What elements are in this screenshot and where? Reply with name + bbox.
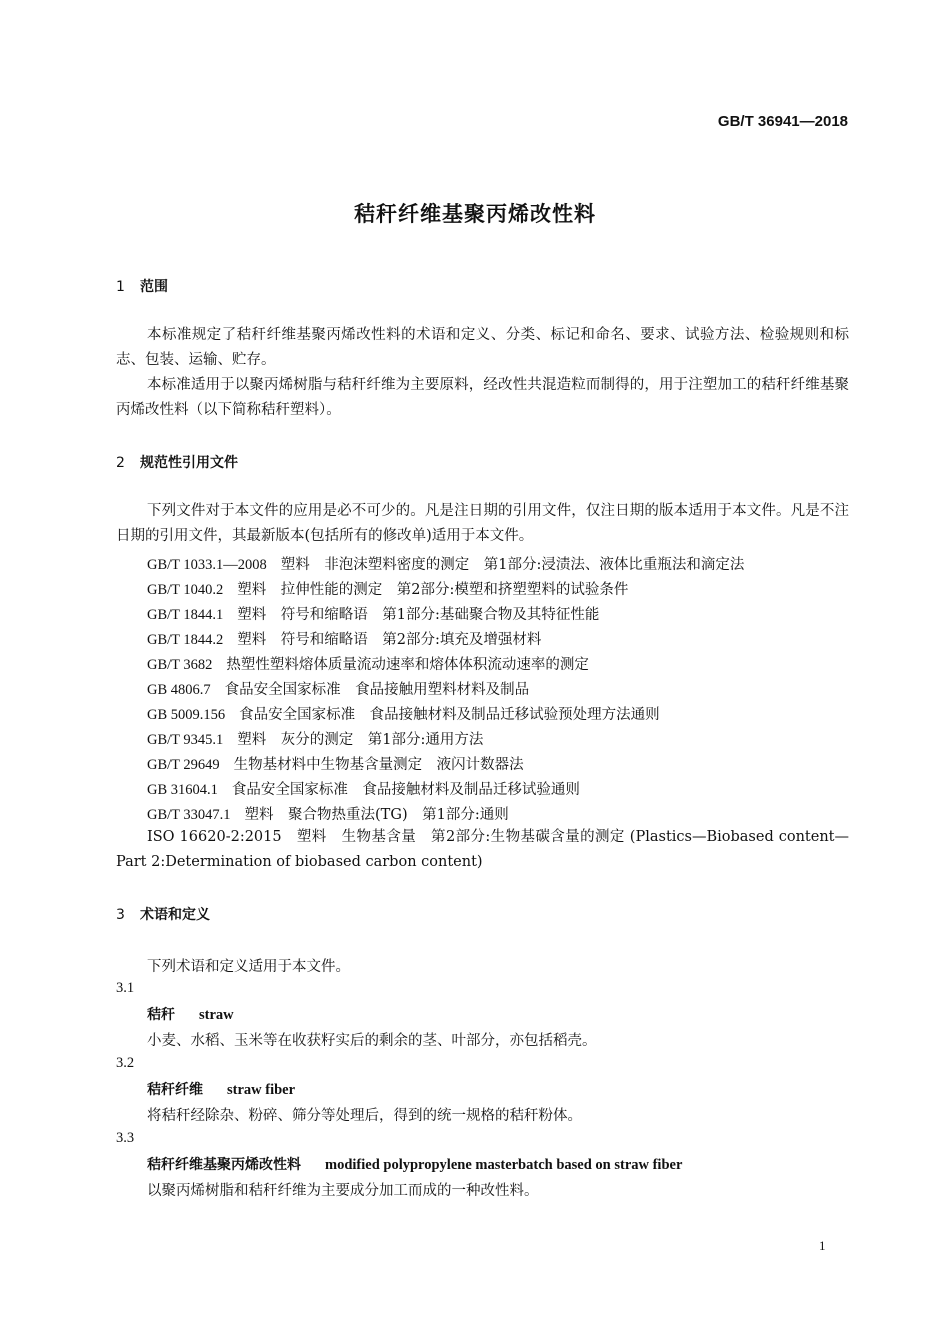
reference-item bbox=[147, 553, 744, 574]
term-en: straw bbox=[199, 1007, 234, 1023]
section-number: 3 bbox=[116, 907, 125, 923]
term-definition: 以聚丙烯树脂和秸秆纤维为主要成分加工而成的一种改性料。 bbox=[147, 1183, 539, 1199]
reference-title: 食品安全国家标准 食品接触材料及制品迁移试验通则 bbox=[231, 782, 580, 798]
term-name bbox=[147, 1004, 234, 1024]
reference-item bbox=[147, 628, 541, 649]
reference-item bbox=[147, 728, 483, 749]
reference-code: GB 5009.156 bbox=[147, 707, 226, 723]
reference-item bbox=[147, 603, 599, 624]
section-number: 2 bbox=[116, 455, 125, 471]
term-definition: 将秸秆经除杂、粉碎、筛分等处理后，得到的统一规格的秸秆粉体。 bbox=[147, 1108, 582, 1124]
reference-code: GB 4806.7 bbox=[147, 682, 211, 698]
term-en: straw fiber bbox=[227, 1082, 296, 1098]
section-title: 范围 bbox=[140, 279, 168, 295]
reference-code: GB 31604.1 bbox=[147, 782, 218, 798]
term-number: 3.2 bbox=[116, 1055, 135, 1071]
document-title: 秸秆纤维基聚丙烯改性料 bbox=[354, 202, 596, 226]
reference-item bbox=[147, 778, 580, 799]
reference-item bbox=[147, 578, 628, 599]
reference-title: 热塑性塑料熔体质量流动速率和熔体体积流动速率的测定 bbox=[226, 657, 589, 673]
term-zh: 秸秆纤维 bbox=[147, 1082, 203, 1098]
reference-item bbox=[147, 678, 529, 699]
section-title: 术语和定义 bbox=[140, 907, 210, 923]
paragraph: 本标准适用于以聚丙烯树脂与秸秆纤维为主要原料，经改性共混造粒而制得的，用于注塑加工的秸秆纤维基聚丙烯改性料（以下简称秸秆塑料）。 bbox=[116, 377, 849, 418]
reference-title: 食品安全国家标准 食品接触用塑料材料及制品 bbox=[224, 682, 530, 698]
section-3-heading bbox=[116, 904, 210, 924]
section-1-heading bbox=[116, 276, 168, 296]
reference-code: GB/T 29649 bbox=[147, 757, 220, 773]
term-number: 3.3 bbox=[116, 1130, 135, 1146]
term-en: modified polypropylene masterbatch based on straw fiber bbox=[325, 1157, 683, 1173]
reference-item bbox=[147, 803, 509, 824]
reference-title: 塑料 非泡沫塑料密度的测定 第1部分:浸渍法、液体比重瓶法和滴定法 bbox=[280, 557, 745, 573]
term-definition: 小麦、水稻、玉米等在收获籽实后的剩余的茎、叶部分，亦包括稻壳。 bbox=[147, 1033, 597, 1049]
reference-item bbox=[147, 653, 589, 674]
paragraph: 下列文件对于本文件的应用是必不可少的。凡是注日期的引用文件，仅注日期的版本适用于本文件。凡是不注日期的引用文件，其最新版本(包括所有的修改单)适用于本文件。 bbox=[116, 503, 849, 544]
reference-title: 塑料 拉伸性能的测定 第2部分:模塑和挤塑塑料的试验条件 bbox=[237, 582, 629, 598]
reference-title: 食品安全国家标准 食品接触材料及制品迁移试验预处理方法通则 bbox=[239, 707, 660, 723]
section-number: 1 bbox=[116, 279, 125, 295]
reference-title: 生物基材料中生物基含量测定 液闪计数器法 bbox=[233, 757, 524, 773]
reference-title: 塑料 聚合物热重法(TG) 第1部分:通则 bbox=[244, 807, 509, 823]
page-number: 1 bbox=[819, 1238, 826, 1253]
reference-code: GB/T 1040.2 bbox=[147, 582, 224, 598]
term-number: 3.1 bbox=[116, 980, 135, 996]
term-zh: 秸秆 bbox=[147, 1007, 175, 1023]
reference-code: GB/T 1844.1 bbox=[147, 607, 224, 623]
reference-item bbox=[147, 703, 660, 724]
iso-reference: ISO 16620-2:2015 塑料 生物基含量 第2部分:生物基碳含量的测定 (Plastics—Biobased content—Part 2:Determination of biobased carbon content) bbox=[116, 829, 849, 870]
reference-title: 塑料 灰分的测定 第1部分:通用方法 bbox=[237, 732, 484, 748]
standard-code: GB/T 36941—2018 bbox=[717, 113, 848, 130]
terms-intro: 下列术语和定义适用于本文件。 bbox=[147, 959, 350, 975]
term-name bbox=[147, 1154, 682, 1174]
reference-code: GB/T 1844.2 bbox=[147, 632, 224, 648]
term-name bbox=[147, 1079, 295, 1099]
section-title: 规范性引用文件 bbox=[140, 455, 238, 471]
reference-code: GB/T 3682 bbox=[147, 657, 213, 673]
section-2-heading bbox=[116, 452, 238, 472]
reference-title: 塑料 符号和缩略语 第2部分:填充及增强材料 bbox=[237, 632, 542, 648]
reference-code: GB/T 9345.1 bbox=[147, 732, 224, 748]
reference-item bbox=[147, 753, 524, 774]
paragraph: 本标准规定了秸秆纤维基聚丙烯改性料的术语和定义、分类、标记和命名、要求、试验方法、检验规则和标志、包装、运输、贮存。 bbox=[116, 327, 849, 368]
term-zh: 秸秆纤维基聚丙烯改性料 bbox=[147, 1157, 301, 1173]
reference-code: GB/T 1033.1—2008 bbox=[147, 557, 267, 573]
reference-title: 塑料 符号和缩略语 第1部分:基础聚合物及其特征性能 bbox=[237, 607, 600, 623]
reference-code: GB/T 33047.1 bbox=[147, 807, 231, 823]
